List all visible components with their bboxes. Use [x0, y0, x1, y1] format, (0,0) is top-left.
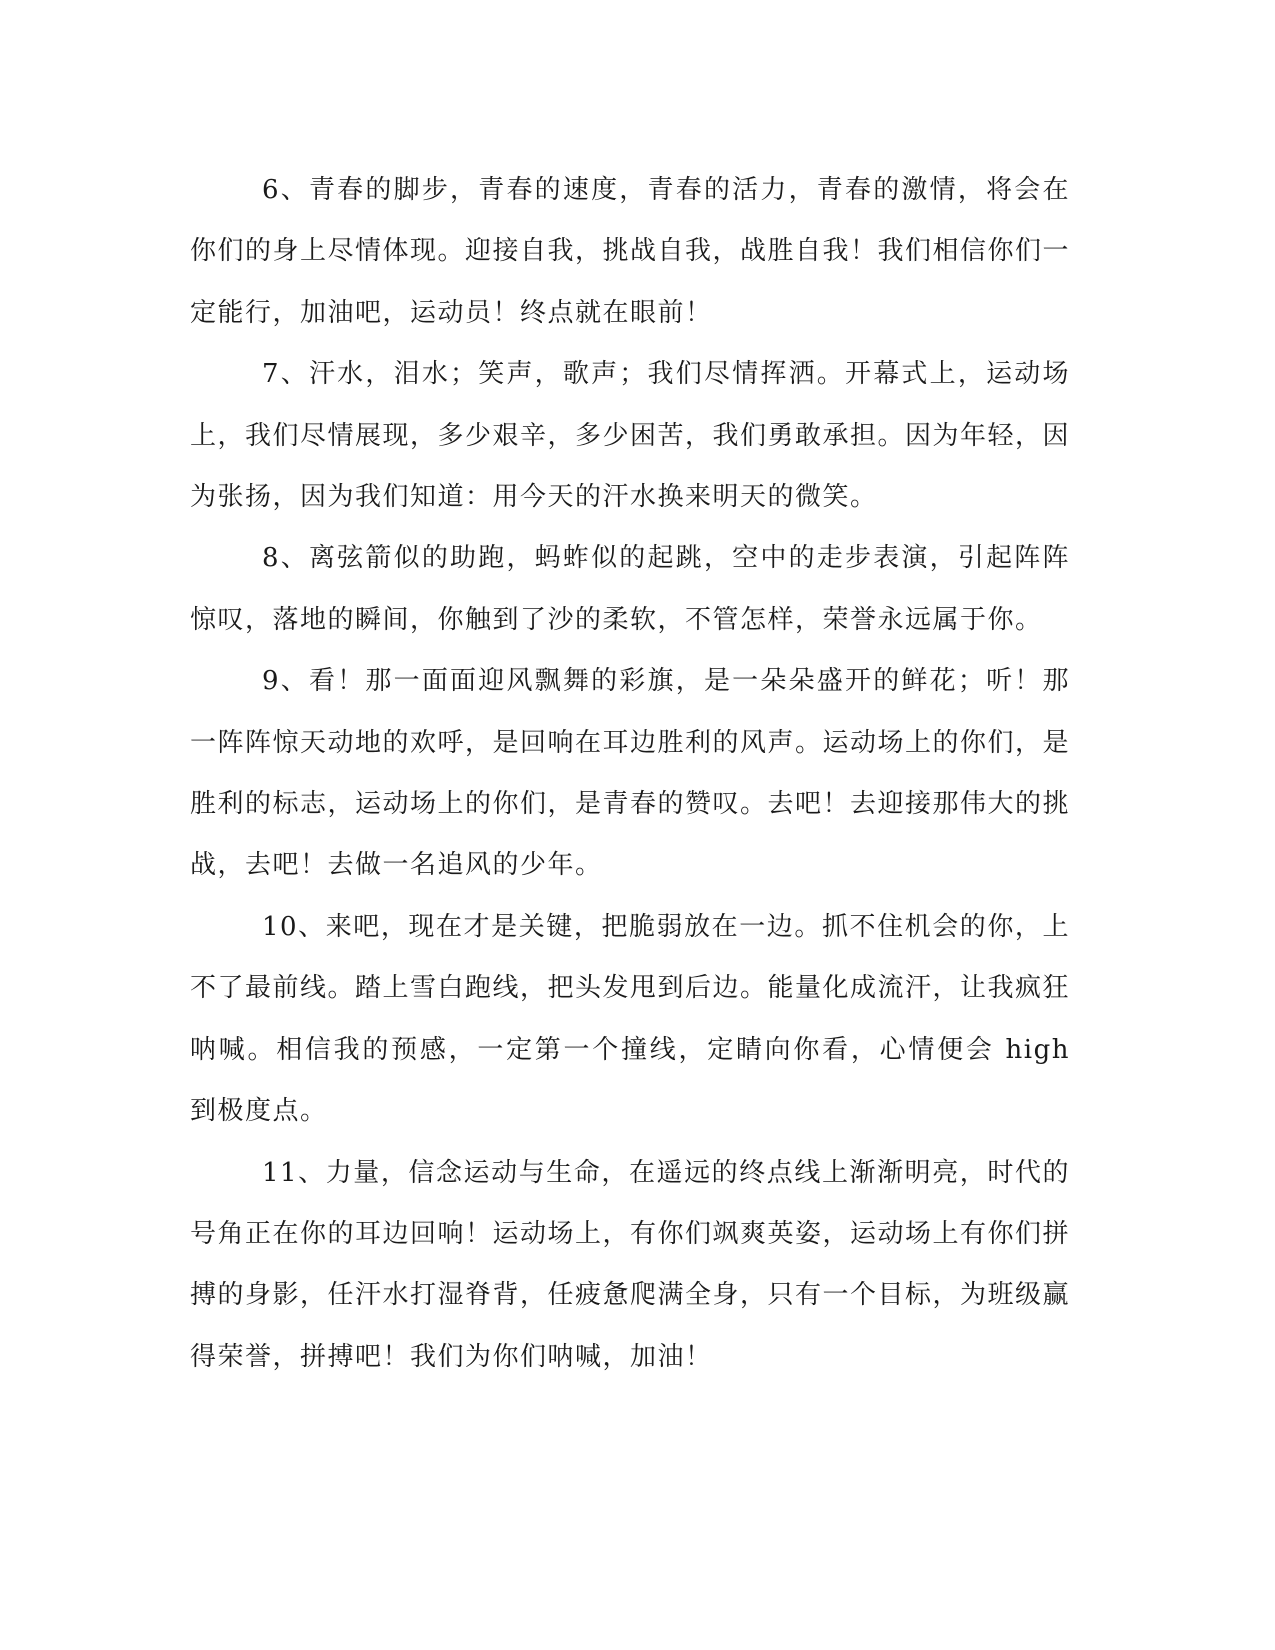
paragraph-11: 11、力量，信念运动与生命，在遥远的终点线上渐渐明亮，时代的号角正在你的耳边回响！运动场上，有你们飒爽英姿，运动场上有你们拼搏的身影，任汗水打湿脊背，任疲惫爬满全身，只有一个目标，为班级赢得荣誉，拼搏吧！我们为你们呐喊，加油！ [190, 1157, 1071, 1372]
paragraph-9: 9、看！那一面面迎风飘舞的彩旗，是一朵朵盛开的鲜花；听！那一阵阵惊天动地的欢呼，是回响在耳边胜利的风声。运动场上的你们，是胜利的标志，运动场上的你们，是青春的赞叹。去吧！去迎接那伟大的挑战，去吧！去做一名追风的少年。 [190, 666, 1071, 881]
paragraph-6: 6、青春的脚步，青春的速度，青春的活力，青春的激情，将会在你们的身上尽情体现。迎接自我，挑战自我，战胜自我！我们相信你们一定能行，加油吧，运动员！终点就在眼前！ [190, 175, 1071, 328]
paragraph-7: 7、汗水，泪水；笑声，歌声；我们尽情挥洒。开幕式上，运动场上，我们尽情展现，多少艰辛，多少困苦，我们勇敢承担。因为年轻，因为张扬，因为我们知道：用今天的汗水换来明天的微笑。 [190, 359, 1071, 513]
paragraph-10: 10、来吧，现在才是关键，把脆弱放在一边。抓不住机会的你，上不了最前线。踏上雪白跑线，把头发甩到后边。能量化成流汗，让我疯狂呐喊。相信我的预感，一定第一个撞线，定睛向你看，心情便会 high 到极度点。 [190, 911, 1071, 1127]
paragraph-8: 8、离弦箭似的助跑，蚂蚱似的起跳，空中的走步表演，引起阵阵惊叹，落地的瞬间，你触到了沙的柔软，不管怎样，荣誉永远属于你。 [190, 543, 1070, 635]
document-body [190, 160, 1070, 1388]
